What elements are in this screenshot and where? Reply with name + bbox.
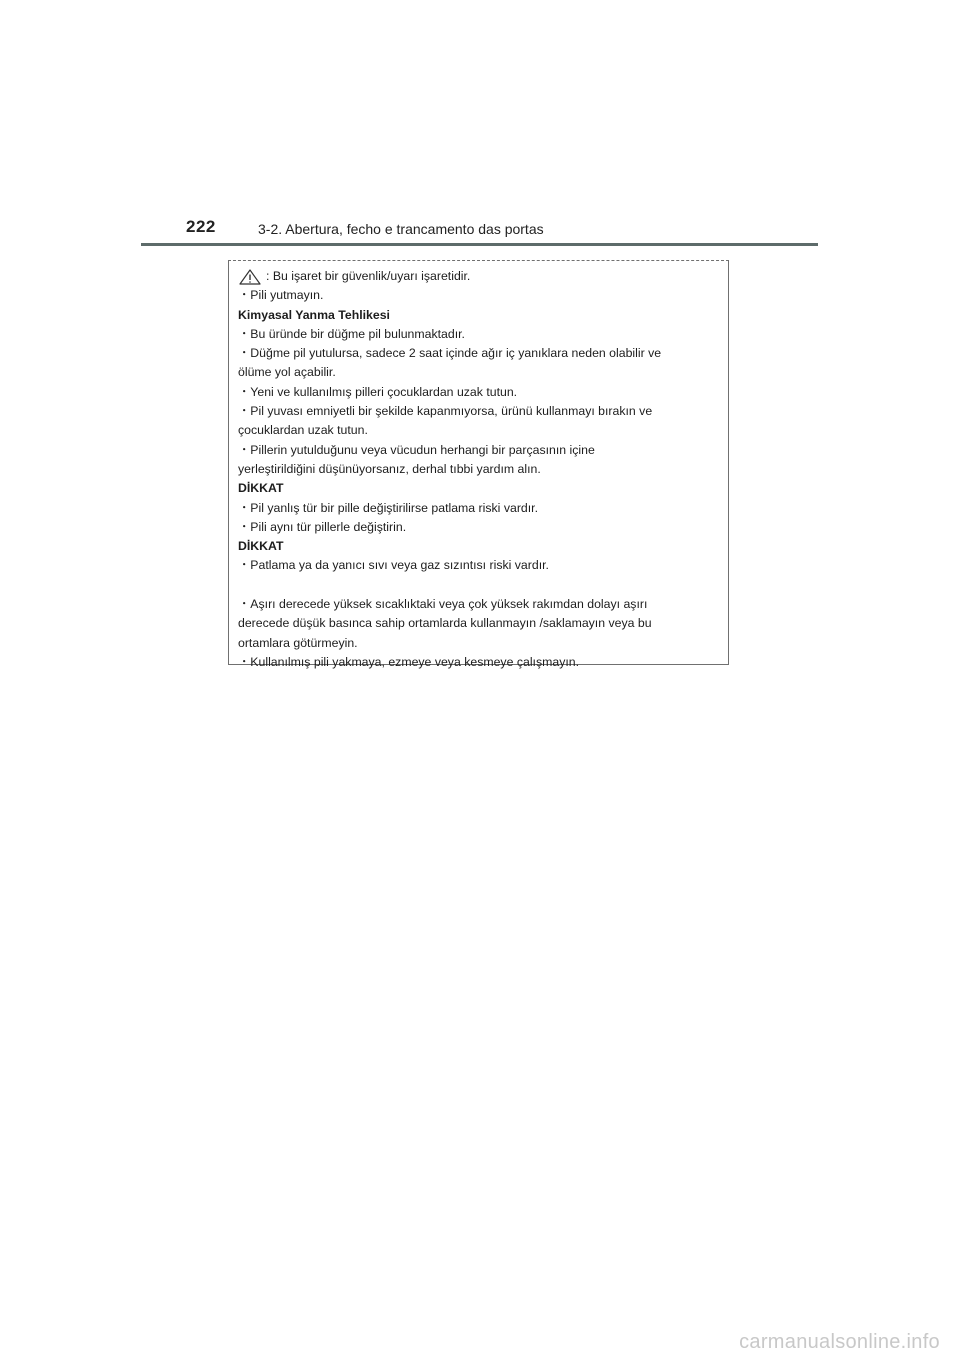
- warning-line: ・Kullanılmış pili yakmaya, ezmeye veya kesmeye çalışmayın.: [238, 654, 580, 669]
- warning-triangle-icon: [239, 269, 261, 285]
- caution-heading: DİKKAT: [238, 539, 284, 554]
- blank-line: [238, 576, 719, 595]
- warning-line: ・Pil yuvası emniyetli bir şekilde kapanmıyorsa, ürünü kullanmayı bırakın ve: [238, 404, 653, 419]
- warning-intro: [238, 267, 719, 286]
- warning-line: yerleştirildiğini düşünüyorsanız, derhal tıbbi yardım alın.: [238, 461, 541, 476]
- warning-box: [228, 260, 729, 669]
- warning-line: ölüme yol açabilir.: [238, 365, 336, 380]
- page-number: 222: [186, 217, 216, 236]
- warning-line: ・Pili yutmayın.: [238, 288, 324, 303]
- warning-line: ・Pili aynı tür pillerle değiştirin.: [238, 519, 407, 534]
- warning-heading: Kimyasal Yanma Tehlikesi: [238, 307, 390, 322]
- warning-line: ・Pillerin yutulduğunu veya vücudun herhangi bir parçasının içine: [238, 442, 595, 457]
- warning-line: ・Patlama ya da yanıcı sıvı veya gaz sızıntısı riski vardır.: [238, 558, 549, 573]
- warning-line: ・Yeni ve kullanılmış pilleri çocuklardan uzak tutun.: [238, 384, 518, 399]
- warning-line: ・Düğme pil yutulursa, sadece 2 saat içinde ağır iç yanıklara neden olabilir ve: [238, 346, 662, 361]
- warning-line: ・Aşırı derecede yüksek sıcaklıktaki veya çok yüksek rakımdan dolayı aşırı: [238, 597, 648, 612]
- caution-heading: DİKKAT: [238, 481, 284, 496]
- warning-line: ortamlara götürmeyin.: [238, 635, 358, 650]
- header-divider: [141, 243, 818, 246]
- warning-line: ・Bu üründe bir düğme pil bulunmaktadır.: [238, 326, 465, 341]
- warning-line: çocuklardan uzak tutun.: [238, 423, 368, 438]
- watermark: carmanualsonline.info: [739, 1331, 940, 1353]
- section-title: 3-2. Abertura, fecho e trancamento das portas: [258, 221, 544, 237]
- warning-intro-text: : Bu işaret bir güvenlik/uyarı işaretidir.: [266, 269, 471, 283]
- warning-line: derecede düşük basınca sahip ortamlarda kullanmayın /saklamayın veya bu: [238, 616, 652, 631]
- warning-line: ・Pil yanlış tür bir pille değiştirilirse patlama riski vardır.: [238, 500, 539, 515]
